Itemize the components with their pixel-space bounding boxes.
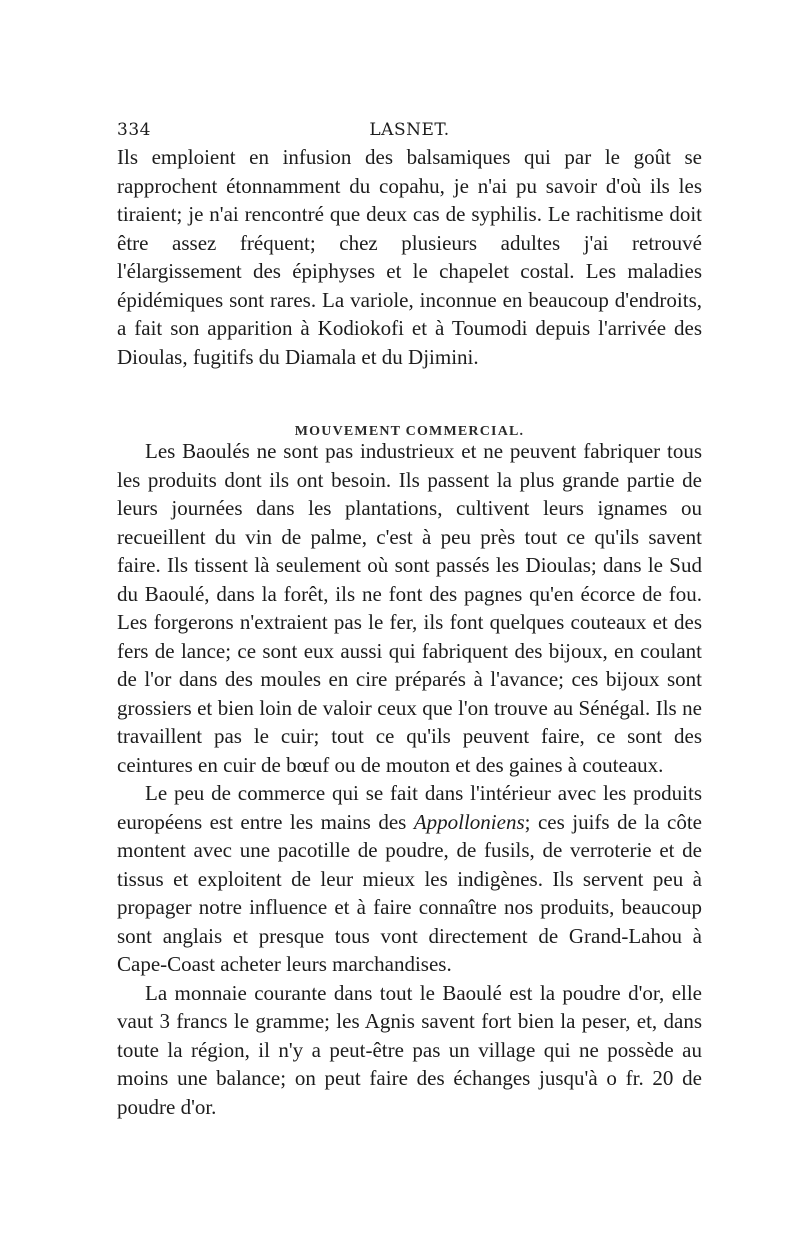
page-number: 334 [117, 120, 151, 140]
paragraph-trade [117, 779, 702, 979]
trade-text-end: ; ces juifs de la côte montent avec une pacotille de poudre, de fusils, de verroterie et de tissus et exploitent de leur mieux les indigènes. Ils servent peu à propager notre influence et à faire connaître nos produits, beaucoup sont anglais et presque tous vont directement de Grand-Lahou à Cape-Coast acheter leurs marchandises. [117, 809, 702, 976]
running-title: LASNET. [369, 120, 450, 140]
appolloniens-term: Appolloniens [413, 809, 525, 834]
paragraph-continuation: Ils emploient en infusion des balsamiques qui par le goût se rapprochent étonnamment du copahu, je n'ai pu savoir d'où ils les tiraient; je n'ai rencontré que deux cas de syphilis. Le rachitisme doit être assez fréquent; chez plusieurs adultes j'ai retrouvé l'élargissement des épiphyses et le chapelet costal. Les maladies épidémiques sont rares. La variole, inconnue en beaucoup d'endroits, a fait son apparition à Kodiokofi et à Toumodi depuis l'arrivée des Dioulas, fugitifs du Diamala et du Djimini. [117, 145, 702, 369]
paragraph-industry: Les Baoulés ne sont pas industrieux et ne peuvent fabriquer tous les produits dont ils ont besoin. Ils passent la plus grande partie de leurs journées dans les plantations, cultivent leurs ignames ou recueillent du vin de palme, c'est à peu près tout ce qu'ils savent faire. Ils tissent là seulement où sont passés les Dioulas; dans le Sud du Baoulé, dans la forêt, ils ne font des pagnes qu'en écorce de fou. Les forgerons n'extraient pas le fer, ils font quelques couteaux et des fers de lance; ce sont eux aussi qui fabriquent des bijoux, en coulant de l'or dans des moules en cire préparés à l'avance; ces bijoux sont grossiers et bien loin de valoir ceux que l'on trouve au Sénégal. Ils ne travaillent pas le cuir; tout ce qu'ils peuvent faire, ce sont des ceintures en cuir de bœuf ou de mouton et des gaines à couteaux. [117, 439, 702, 777]
section-heading: MOUVEMENT COMMERCIAL. [294, 424, 525, 439]
text-block-top [117, 143, 702, 371]
paragraph-currency: La monnaie courante dans tout le Baoulé est la poudre d'or, elle vaut 3 francs le gramme; les Agnis savent fort bien la peser, et, dans toute la région, il n'y a peut-être pas un village qui ne possède au moins une balance; on peut faire des échanges jusqu'à o fr. 20 de poudre d'or. [117, 980, 702, 1119]
text-block-commerce [117, 437, 702, 1121]
trade-text-start: Le peu de commerce qui se fait dans l'intérieur avec les produits européens est entre les mains des [117, 781, 702, 834]
